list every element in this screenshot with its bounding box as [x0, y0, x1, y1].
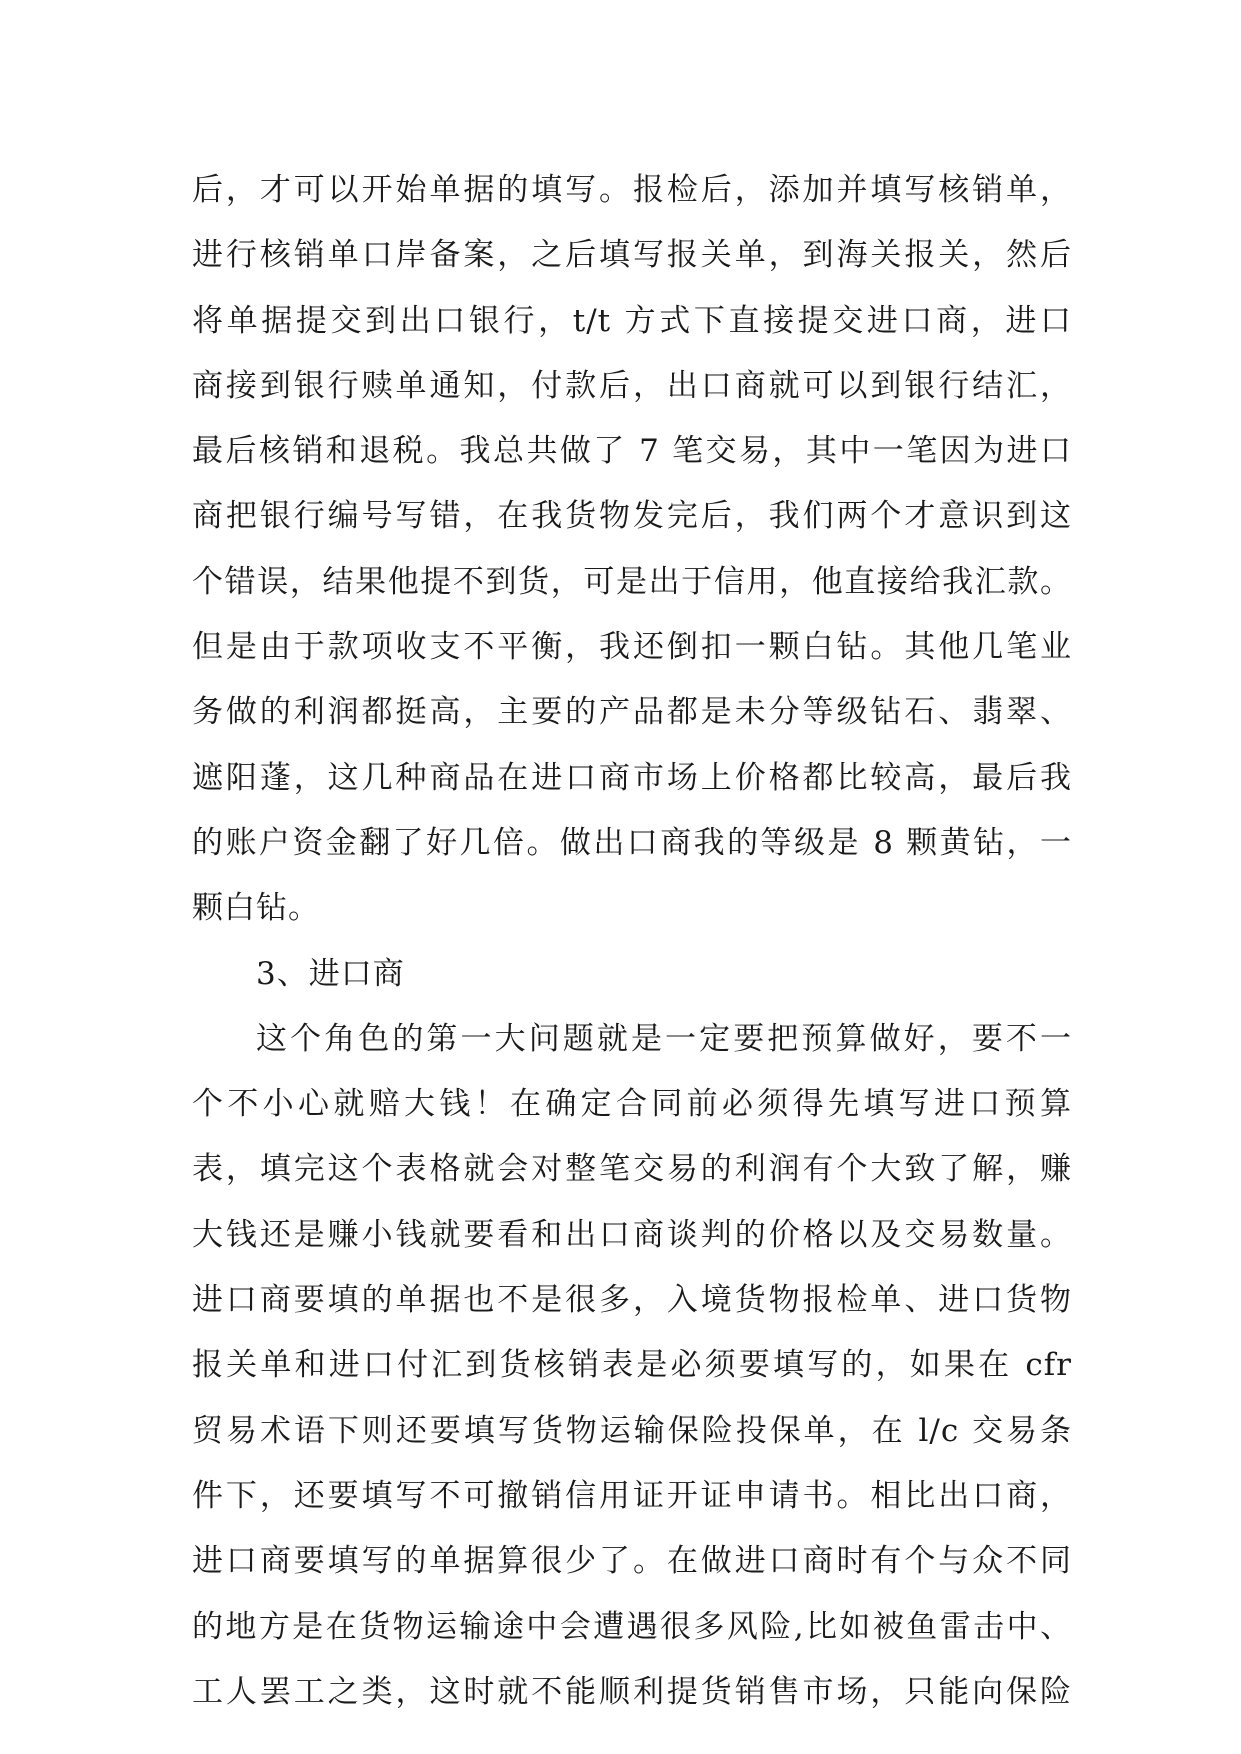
text-line: 后，才可以开始单据的填写。报检后，添加并填写核销单，: [192, 172, 1072, 208]
section-heading: 3、进口商: [256, 955, 405, 992]
text-line: 务做的利润都挺高，主要的产品都是未分等级钻石、翡翠、: [192, 694, 1072, 731]
text-line: 颗白钻。: [192, 890, 320, 927]
text-line: 件下，还要填写不可撤销信用证开证申请书。相比出口商，: [192, 1477, 1072, 1514]
text-line: 个不小心就赔大钱！在确定合同前必须得先填写进口预算: [192, 1086, 1072, 1123]
text-line: 商把银行编号写错，在我货物发完后，我们两个才意识到这: [192, 498, 1072, 535]
text-line: 工人罢工之类，这时就不能顺利提货销售市场，只能向保险: [192, 1673, 1072, 1710]
text-line: 贸易术语下则还要填写货物运输保险投保单，在 l/c 交易条: [192, 1412, 1072, 1449]
text-line: 的账户资金翻了好几倍。做出口商我的等级是 8 颗黄钻，一: [192, 824, 1072, 861]
text-line: 进口商要填写的单据算很少了。在做进口商时有个与众不同: [192, 1543, 1072, 1580]
text-line: 这个角色的第一大问题就是一定要把预算做好，要不一: [256, 1020, 1072, 1057]
text-line: 大钱还是赚小钱就要看和出口商谈判的价格以及交易数量。: [192, 1216, 1072, 1253]
text-line: 遮阳蓬，这几种商品在进口商市场上价格都比较高，最后我: [192, 759, 1072, 796]
text-line: 商接到银行赎单通知，付款后，出口商就可以到银行结汇，: [192, 367, 1072, 404]
text-line: 最后核销和退税。我总共做了 7 笔交易，其中一笔因为进口: [192, 433, 1072, 470]
document-body: [192, 158, 1072, 1725]
text-line: 将单据提交到出口银行，t/t 方式下直接提交进口商，进口: [192, 302, 1072, 339]
text-line: 进行核销单口岸备案，之后填写报关单，到海关报关，然后: [192, 237, 1072, 274]
text-line: 报关单和进口付汇到货核销表是必须要填写的，如果在 cfr: [192, 1347, 1072, 1384]
text-line: 的地方是在货物运输途中会遭遇很多风险,比如被鱼雷击中、: [192, 1608, 1072, 1645]
text-line: 表，填完这个表格就会对整笔交易的利润有个大致了解，赚: [192, 1151, 1072, 1188]
text-line: 进口商要填的单据也不是很多，入境货物报检单、进口货物: [192, 1282, 1072, 1319]
text-line: 但是由于款项收支不平衡，我还倒扣一颗白钻。其他几笔业: [192, 629, 1072, 666]
paragraph-export-experience: [192, 158, 1072, 942]
text-line: 个错误，结果他提不到货，可是出于信用，他直接给我汇款。: [192, 563, 1072, 600]
paragraph-importer: [192, 1007, 1072, 1725]
